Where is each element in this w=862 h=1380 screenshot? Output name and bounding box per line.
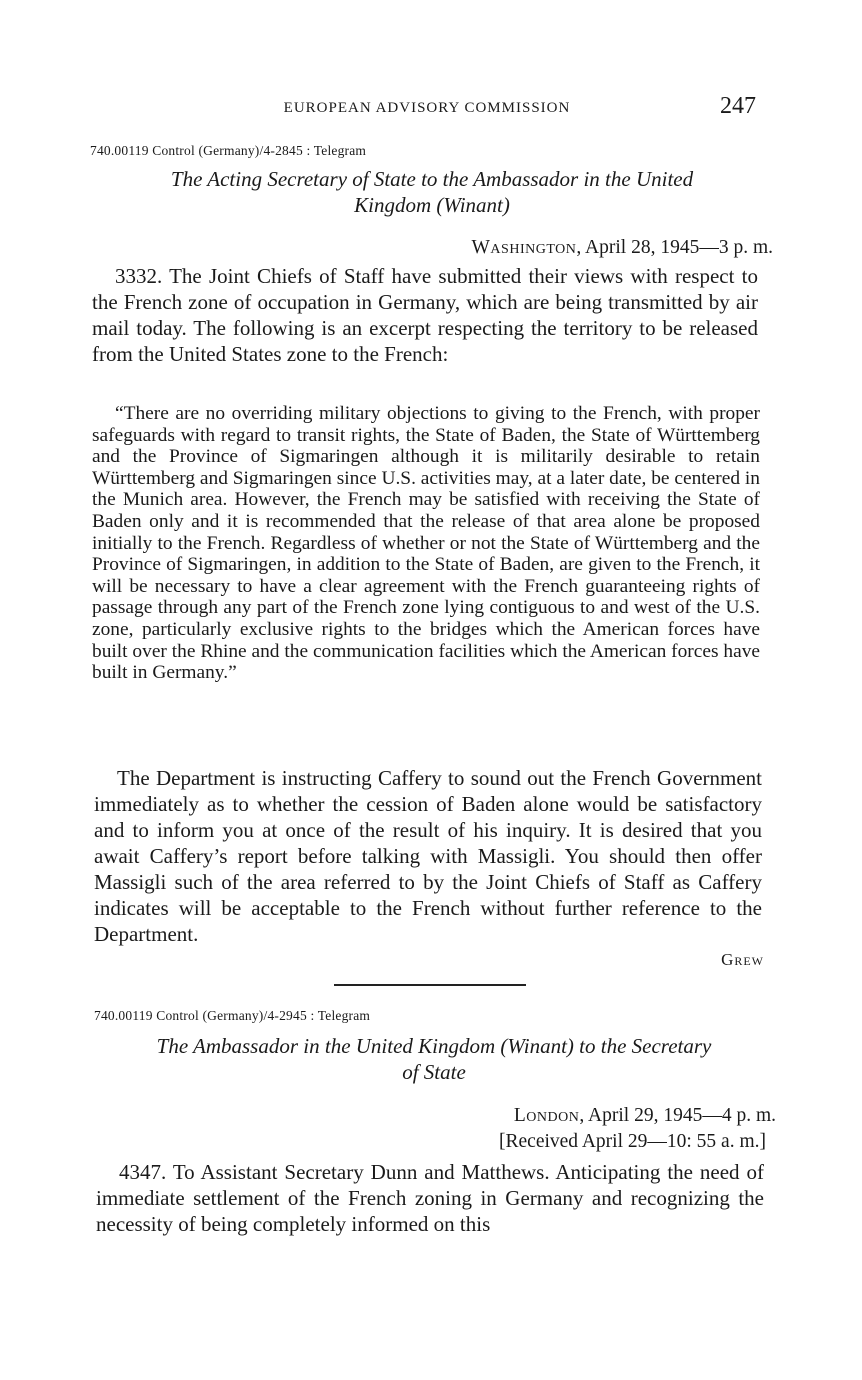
running-title: EUROPEAN ADVISORY COMMISSION xyxy=(283,100,571,116)
document-heading xyxy=(94,1033,774,1085)
dateline-place: London xyxy=(513,1105,580,1126)
received-note: [Received April 29—10: 55 a. m.] xyxy=(499,1131,766,1152)
heading-line: The Ambassador in the United Kingdom (Winant) to the Secretary xyxy=(156,1034,712,1058)
file-reference: 740.00119 Control (Germany)/4-2945 : Telegram xyxy=(94,1008,371,1023)
section-divider xyxy=(334,984,526,986)
signature: Grew xyxy=(721,950,764,969)
document-heading xyxy=(92,166,772,218)
body-paragraph: The Department is instructing Caffery to sound out the French Government immediately as to whether the cession of Baden alone would be satisfactory and to inform you at once of the result of his inquiry. It is desired that you await Caffery’s report before talking with Massigli. You should then offer Massigli such of the area referred to by the Joint Chiefs of Staff as Caffery indicates will be acceptable to the French without further reference to the Department. xyxy=(94,766,762,946)
heading-line: Kingdom (Winant) xyxy=(354,193,510,217)
body-paragraph: 3332. The Joint Chiefs of Staff have submitted their views with respect to the French zone of occupation in Germany, which are being transmitted by air mail today. The following is an excerpt respecting the territory to be released from the United States zone to the French: xyxy=(92,264,758,366)
quoted-excerpt: “There are no overriding military objections to giving to the French, with proper safeguards with regard to transit rights, the State of Baden, the State of Württemberg and the Province of Sigmaringen although it is militarily desirable to retain Württemberg and Sigmaringen since U.S. activities may, at a later date, be centered in the Munich area. However, the French may be satisfied with receiving the State of Baden only and it is recommended that the release of that area alone be proposed initially to the French. Regardless of whether or not the State of Württemberg and the Province of Sigmaringen, in addition to the State of Baden, are given to the French, it will be necessary to have a clear agreement with the French guaranteeing rights of passage through any part of the French zone lying contiguous to and west of the U.S. zone, particularly exclusive rights to the bridges which the American forces have built over the Rhine and the communication facilities which the American forces have built in Germany.” xyxy=(92,403,760,684)
dateline-date: , April 28, 1945—3 p. m. xyxy=(576,237,773,258)
body-paragraph: 4347. To Assistant Secretary Dunn and Matthews. Anticipating the need of immediate settlement of the French zoning in Germany and recognizing the necessity of being completely informed on this xyxy=(96,1160,764,1236)
dateline-place: Washington xyxy=(471,237,577,258)
page-number: 247 xyxy=(720,93,756,119)
heading-line: The Acting Secretary of State to the Ambassador in the United xyxy=(170,167,694,191)
dateline xyxy=(514,1103,776,1129)
dateline-date: , April 29, 1945—4 p. m. xyxy=(579,1105,776,1126)
dateline xyxy=(472,235,773,261)
running-head xyxy=(92,93,762,127)
heading-line: of State xyxy=(402,1060,466,1084)
file-reference: 740.00119 Control (Germany)/4-2845 : Telegram xyxy=(90,143,367,158)
